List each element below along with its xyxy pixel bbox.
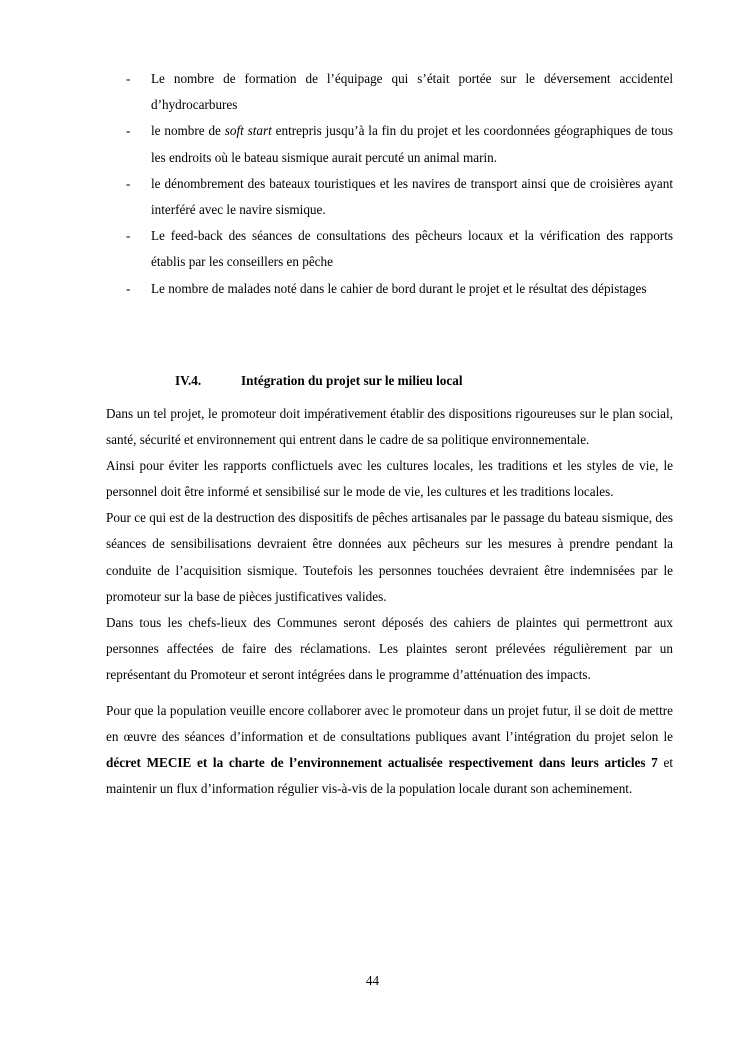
section-body: [106, 401, 673, 802]
bullet-dash: -: [126, 228, 131, 244]
final-paragraph: [106, 698, 673, 802]
final-paragraph-end: et maintenir un flux d’information régulier vis-à-vis de la population locale durant son acheminement.: [106, 755, 673, 797]
section-number: IV.4.: [175, 373, 202, 388]
list-item-text: Le feed-back des séances de consultations des pêcheurs locaux et la vérification des rapports établis par les conseillers en pêche: [151, 228, 673, 270]
list-item: [106, 118, 673, 170]
paragraph: Ainsi pour éviter les rapports conflictuels avec les cultures locales, les traditions et les styles de vie, le personnel doit être informé et sensibilisé sur le mode de vie, les cultures et les traditions locales.: [106, 458, 673, 500]
paragraph: Pour ce qui est de la destruction des dispositifs de pêches artisanales par le passage du bateau sismique, des séances de sensibilisations devraient être données aux pêcheurs sur les mesures à prendre pendant la conduite de l’acquisition sismique. Toutefois les personnes touchées devraient être indemnisées par le promoteur sur la base de pièces justificatives valides.: [106, 510, 673, 604]
list-item: [106, 223, 673, 275]
list-item-text: Le nombre de malades noté dans le cahier de bord durant le projet et le résultat des dépistages: [151, 280, 647, 296]
bullet-dash: -: [126, 175, 131, 191]
section-title: Intégration du projet sur le milieu local: [241, 373, 463, 388]
final-paragraph-start: Pour que la population veuille encore collaborer avec le promoteur dans un projet futur, il se doit de mettre en œuvre des séances d’information et de consultations publiques avant l’intégration du projet selon le: [106, 703, 673, 745]
list-item: [106, 171, 673, 223]
bullet-dash: -: [126, 280, 131, 296]
list-item: [106, 276, 673, 302]
paragraph: Dans tous les chefs-lieux des Communes seront déposés des cahiers de plaintes qui permettront aux personnes affectées de faire des réclamations. Les plaintes seront prélevées régulièrement par un représentant du Promoteur et seront intégrées dans le programme d’atténuation des impacts.: [106, 614, 673, 682]
page-number: 44: [365, 973, 380, 988]
list-item-text-start: le nombre de: [151, 123, 225, 139]
bullet-dash: -: [126, 123, 131, 139]
list-item-text-end: entrepris jusqu’à la fin du projet et les coordonnées géographiques de tous les endroits où le bateau sismique aurait percuté un animal marin.: [151, 123, 673, 165]
paragraph: Dans un tel projet, le promoteur doit impérativement établir des dispositions rigoureuses sur le plan social, santé, sécurité et environnement qui entrent dans le cadre de sa politique environnementale.: [106, 406, 673, 448]
monitoring-indicator-list: [106, 66, 673, 302]
section-heading: [175, 368, 463, 394]
list-item: [106, 66, 673, 118]
legal-reference: décret MECIE et la charte de l’environnement actualisée respectivement dans leurs articles 7: [106, 755, 658, 771]
list-item-text: Le nombre de formation de l’équipage qui s’était portée sur le déversement accidentel d’hydrocarbures: [151, 71, 673, 113]
list-item-emphasis: soft start: [224, 123, 272, 139]
bullet-dash: -: [126, 71, 131, 86]
list-item-text: le dénombrement des bateaux touristiques et les navires de transport ainsi que de croisières ayant interféré avec le navire sismique.: [151, 175, 673, 218]
